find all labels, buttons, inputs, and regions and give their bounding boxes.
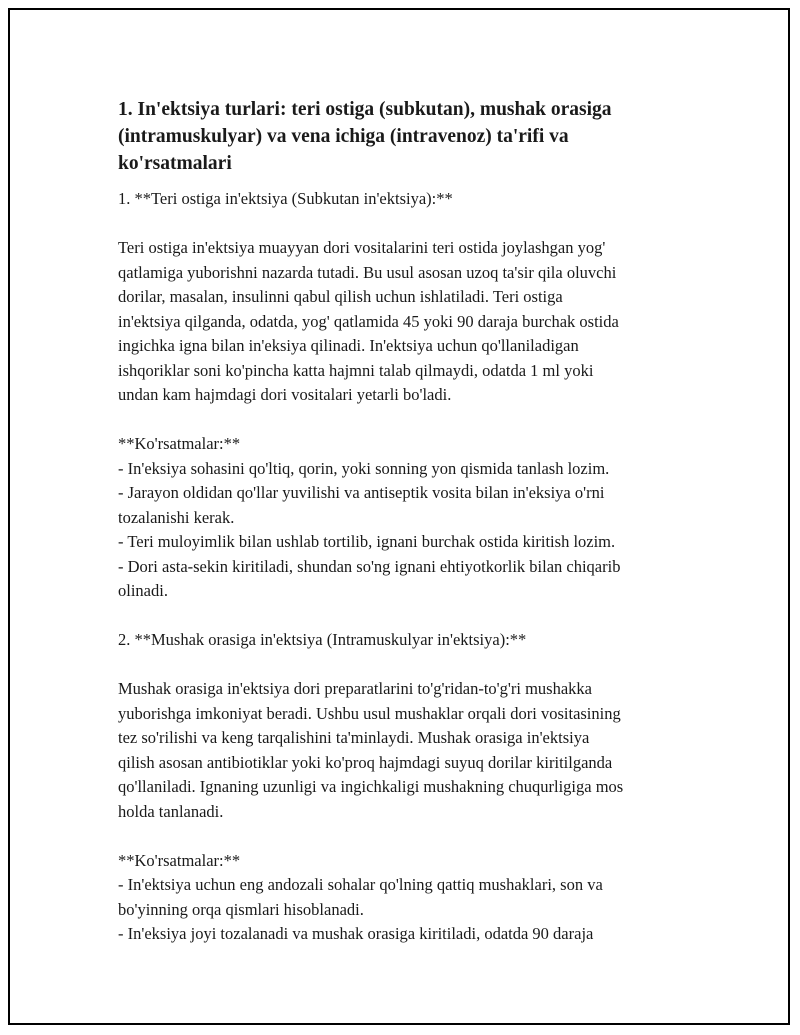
- body-line: dorilar, masalan, insulinni qabul qilish uchun ishlatiladi. Teri ostiga: [118, 287, 563, 306]
- section-1-indications-label: **Ko'rsatmalar:**: [118, 434, 241, 453]
- list-item: - In'eksiya sohasini qo'ltiq, qorin, yoki sonning yon qismida tanlash lozim.: [118, 458, 610, 478]
- body-line: tez so'rilishi va keng tarqalishini ta'minlaydi. Mushak orasiga in'ektsiya: [118, 728, 590, 747]
- body-line: yuborishga imkoniyat beradi. Ushbu usul mushaklar orqali dori vositasining: [118, 703, 621, 723]
- body-line: undan kam hajmdagi dori vositalari yetarli bo'ladi.: [118, 385, 452, 404]
- heading-line: (intramuskulyar) va vena ichiga (intravenoz) ta'rifi va: [118, 126, 569, 147]
- section-1-indications-list: [118, 457, 698, 604]
- body-line: ishqoriklar soni ko'pincha katta hajmni talab qilmaydi, odatda 1 ml yoki: [118, 360, 594, 380]
- section-1-body: [118, 236, 698, 408]
- list-item: - In'eksiya joyi tozalanadi va mushak orasiga kiritiladi, odatda 90 daraja: [118, 924, 594, 943]
- body-line: ingichka igna bilan in'eksiya qilinadi. In'ektsiya uchun qo'llaniladigan: [118, 336, 579, 355]
- body-line: qo'llaniladi. Ignaning uzunligi va ingichkaligi mushakning chuqurligiga mos: [118, 777, 624, 796]
- list-item: tozalanishi kerak.: [118, 507, 235, 527]
- list-item: - Dori asta-sekin kiritiladi, shundan so'ng ignani ehtiyotkorlik bilan chiqarib: [118, 556, 621, 576]
- list-item: - In'ektsiya uchun eng andozali sohalar qo'lning qattiq mushaklari, son va: [118, 875, 603, 894]
- list-item: olinadi.: [118, 581, 168, 600]
- list-item: - Teri muloyimlik bilan ushlab tortilib, ignani burchak ostida kiritish lozim.: [118, 532, 616, 551]
- section-2-indications-label: **Ko'rsatmalar:**: [118, 850, 241, 870]
- section-2-body: [118, 677, 698, 824]
- document-heading: [118, 96, 698, 177]
- heading-line: ko'rsatmalari: [118, 153, 232, 174]
- document-page: [8, 8, 790, 1025]
- list-item: - Jarayon oldidan qo'llar yuvilishi va antiseptik vosita bilan in'eksiya o'rni: [118, 483, 605, 502]
- section-1-title: 1. **Teri ostiga in'ektsiya (Subkutan in'ektsiya):**: [118, 189, 453, 208]
- body-line: Teri ostiga in'ektsiya muayyan dori vositalarini teri ostida joylashgan yog': [118, 238, 606, 257]
- body-line: holda tanlanadi.: [118, 801, 224, 821]
- body-line: Mushak orasiga in'ektsiya dori preparatlarini to'g'ridan-to'g'ri mushakka: [118, 679, 592, 698]
- section-2-indications-list: [118, 873, 698, 947]
- list-item: bo'yinning orqa qismlari hisoblanadi.: [118, 899, 364, 919]
- section-2-title: 2. **Mushak orasiga in'ektsiya (Intramuskulyar in'ektsiya):**: [118, 630, 527, 649]
- body-line: qilish asosan antibiotiklar yoki ko'proq hajmdagi suyuq dorilar kiritilganda: [118, 752, 613, 772]
- document-content: [118, 96, 698, 947]
- body-line: qatlamiga yuborishni nazarda tutadi. Bu usul asosan uzoq ta'sir qila oluvchi: [118, 262, 617, 282]
- heading-line: 1. In'ektsiya turlari: teri ostiga (subkutan), mushak orasiga: [118, 99, 612, 120]
- body-line: in'ektsiya qilganda, odatda, yog' qatlamida 45 yoki 90 daraja burchak ostida: [118, 311, 619, 331]
